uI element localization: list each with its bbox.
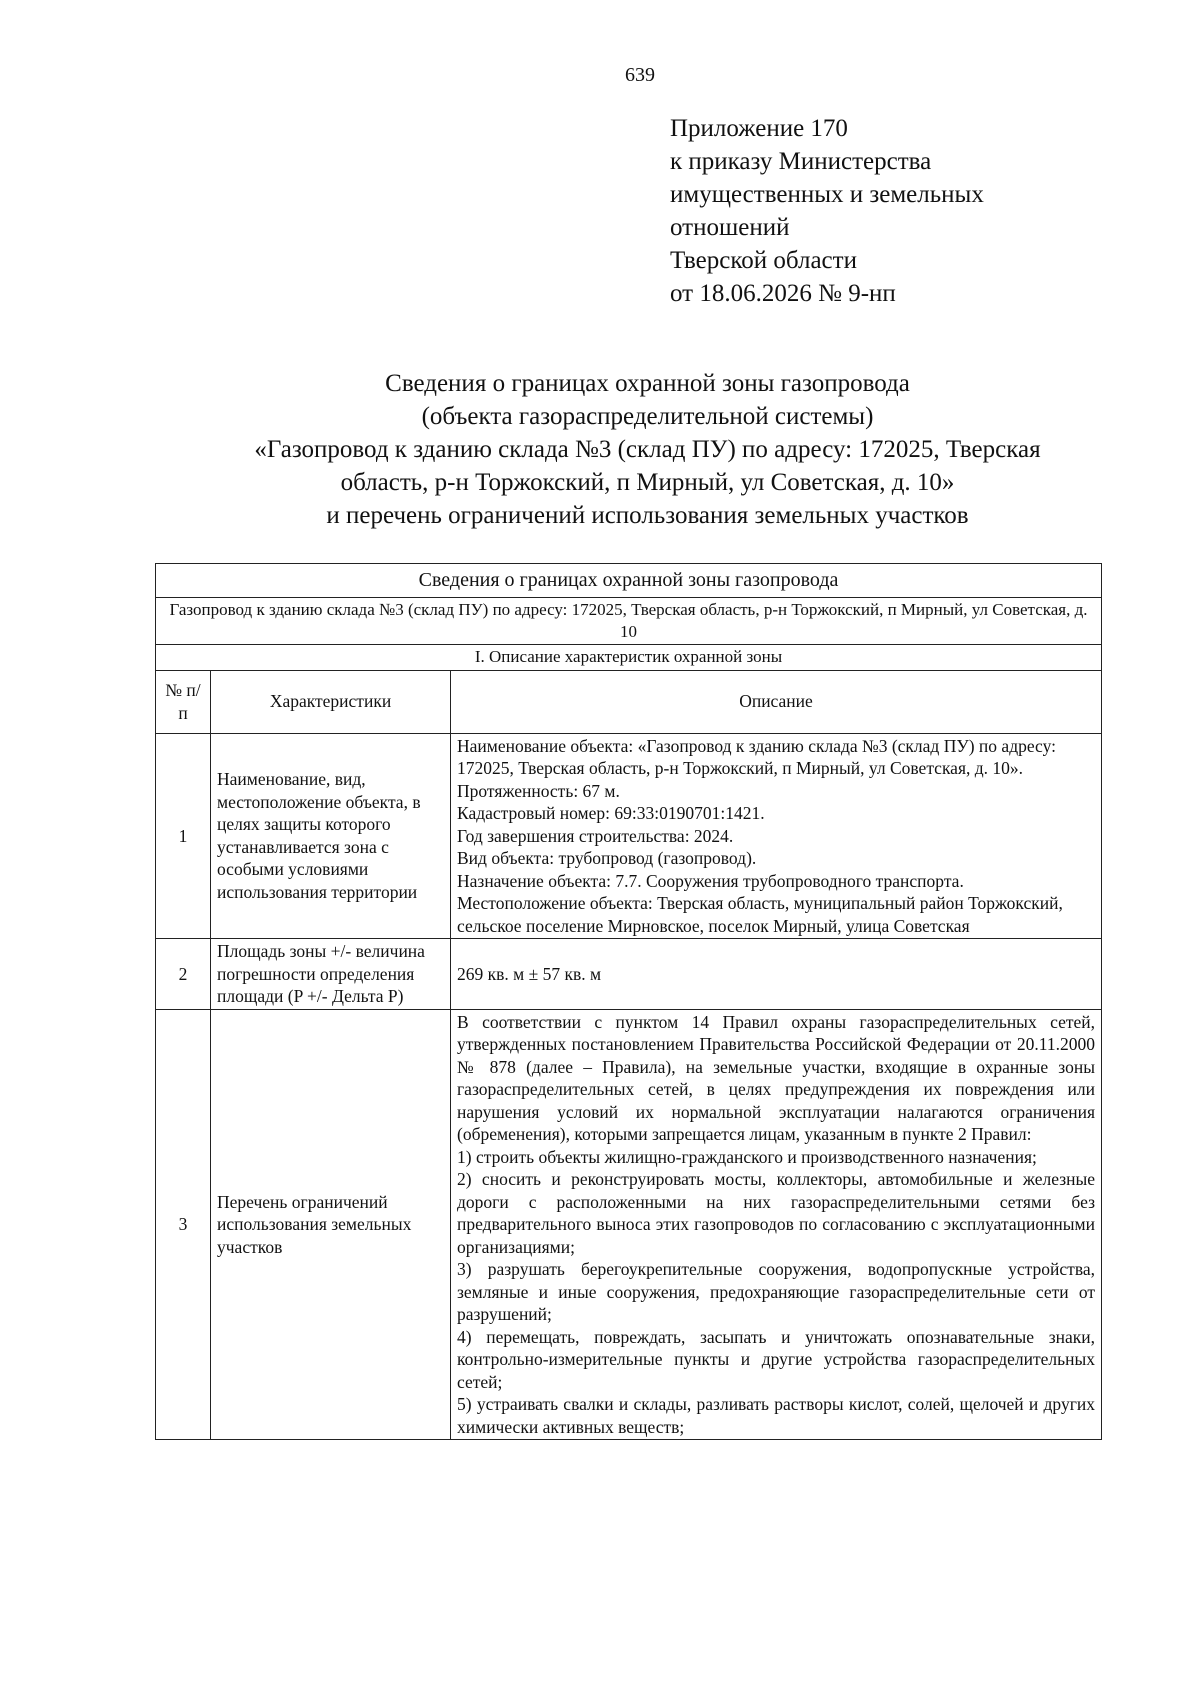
description-line: 269 кв. м ± 57 кв. м [457, 963, 602, 984]
description-line: Кадастровый номер: 69:33:0190701:1421. [457, 803, 765, 823]
row-description [451, 939, 1102, 1010]
row-description [451, 733, 1102, 939]
description-line: Год завершения строительства: 2024. [457, 825, 734, 846]
appendix-line: отношений [670, 214, 790, 241]
description-line: 1) строить объекты жилищно-гражданского и производственного назначения; [457, 1146, 1037, 1167]
row-characteristic: Перечень ограничений использования земельных участков [211, 1009, 451, 1440]
table-section-title: I. Описание характеристик охранной зоны [156, 645, 1102, 671]
table-row [156, 939, 1102, 1010]
row-number: 3 [156, 1009, 211, 1440]
appendix-line: Приложение 170 [670, 115, 848, 142]
table-main-header: Сведения о границах охранной зоны газопровода [156, 564, 1102, 598]
table-row [156, 1009, 1102, 1440]
description-line: 3) разрушать берегоукрепительные сооружения, водопропускные устройства, земляные и иные сооружения, предохраняющие газораспределительные сети от разрушений; [457, 1259, 1095, 1324]
row-number: 1 [156, 733, 211, 939]
description-line: Наименование объекта: «Газопровод к зданию склада №3 (склад ПУ) по адресу: 172025, Тверская область, р-н Торжокский, п Мирный, ул Советская, д. 10». [457, 735, 1056, 778]
appendix-line: к приказу Министерства [670, 148, 932, 175]
title-line: область, р-н Торжокский, п Мирный, ул Советская, д. 10» [340, 469, 955, 496]
row-characteristic: Площадь зоны +/- величина погрешности определения площади (P +/- Дельта P) [211, 939, 451, 1010]
description-line: Местоположение объекта: Тверская область, муниципальный район Торжокский, сельское поселение Мирновское, поселок Мирный, улица Советская [457, 893, 1063, 936]
description-line: 4) перемещать, повреждать, засыпать и уничтожать опознавательные знаки, контрольно-измерительные пункты и другие устройства газораспределительных сетей; [457, 1326, 1095, 1392]
title-line: Сведения о границах охранной зоны газопровода [385, 370, 910, 397]
table-object-header: Газопровод к зданию склада №3 (склад ПУ) по адресу: 172025, Тверская область, р-н Торжокский, п Мирный, ул Советская, д. 10 [156, 598, 1102, 645]
description-line: Протяженность: 67 м. [457, 780, 620, 801]
document-title [150, 367, 1145, 532]
title-line: «Газопровод к зданию склада №3 (склад ПУ) по адресу: 172025, Тверская [254, 436, 1041, 463]
description-line: 2) сносить и реконструировать мосты, коллекторы, автомобильные и железные дороги с расположенными на них газораспределительными сетями без предварительного выноса этих газопроводов по согласованию с эксплуатационными организациями; [457, 1169, 1095, 1257]
description-line: Вид объекта: трубопровод (газопровод). [457, 848, 757, 868]
appendix-header [670, 112, 984, 310]
column-header-description: Описание [451, 670, 1102, 733]
column-header-characteristics: Характеристики [211, 670, 451, 733]
row-description [451, 1009, 1102, 1440]
page-number: 639 [625, 64, 655, 86]
appendix-line: имущественных и земельных [670, 181, 984, 208]
row-characteristic: Наименование, вид, местоположение объекта, в целях защиты которого устанавливается зона с особыми условиями использования территории [211, 733, 451, 939]
title-line: и перечень ограничений использования земельных участков [326, 502, 969, 529]
description-line: В соответствии с пунктом 14 Правил охраны газораспределительных сетей, утвержденных постановлением Правительства Российской Федерации от 20.11.2000 № 878 (далее – Правила), на земельные участки, входящие в охранные зоны газораспределительных сетей, в целях предупреждения их повреждения или нарушения условий их нормальной эксплуатации налагаются ограничения (обременения), которыми запрещается лицам, указанным в пункте 2 Правил: [457, 1011, 1095, 1144]
zone-info-table [155, 563, 1102, 1440]
column-header-num: № п/п [156, 670, 211, 733]
title-line: (объекта газораспределительной системы) [421, 403, 874, 430]
table-row [156, 733, 1102, 939]
row-number: 2 [156, 939, 211, 1010]
appendix-line: от 18.06.2026 № 9-нп [670, 280, 896, 307]
description-line: Назначение объекта: 7.7. Сооружения трубопроводного транспорта. [457, 870, 964, 891]
table-column-headers [156, 670, 1102, 733]
appendix-line: Тверской области [670, 247, 857, 274]
description-line: 5) устраивать свалки и склады, разливать растворы кислот, солей, щелочей и других химически активных веществ; [457, 1394, 1095, 1437]
